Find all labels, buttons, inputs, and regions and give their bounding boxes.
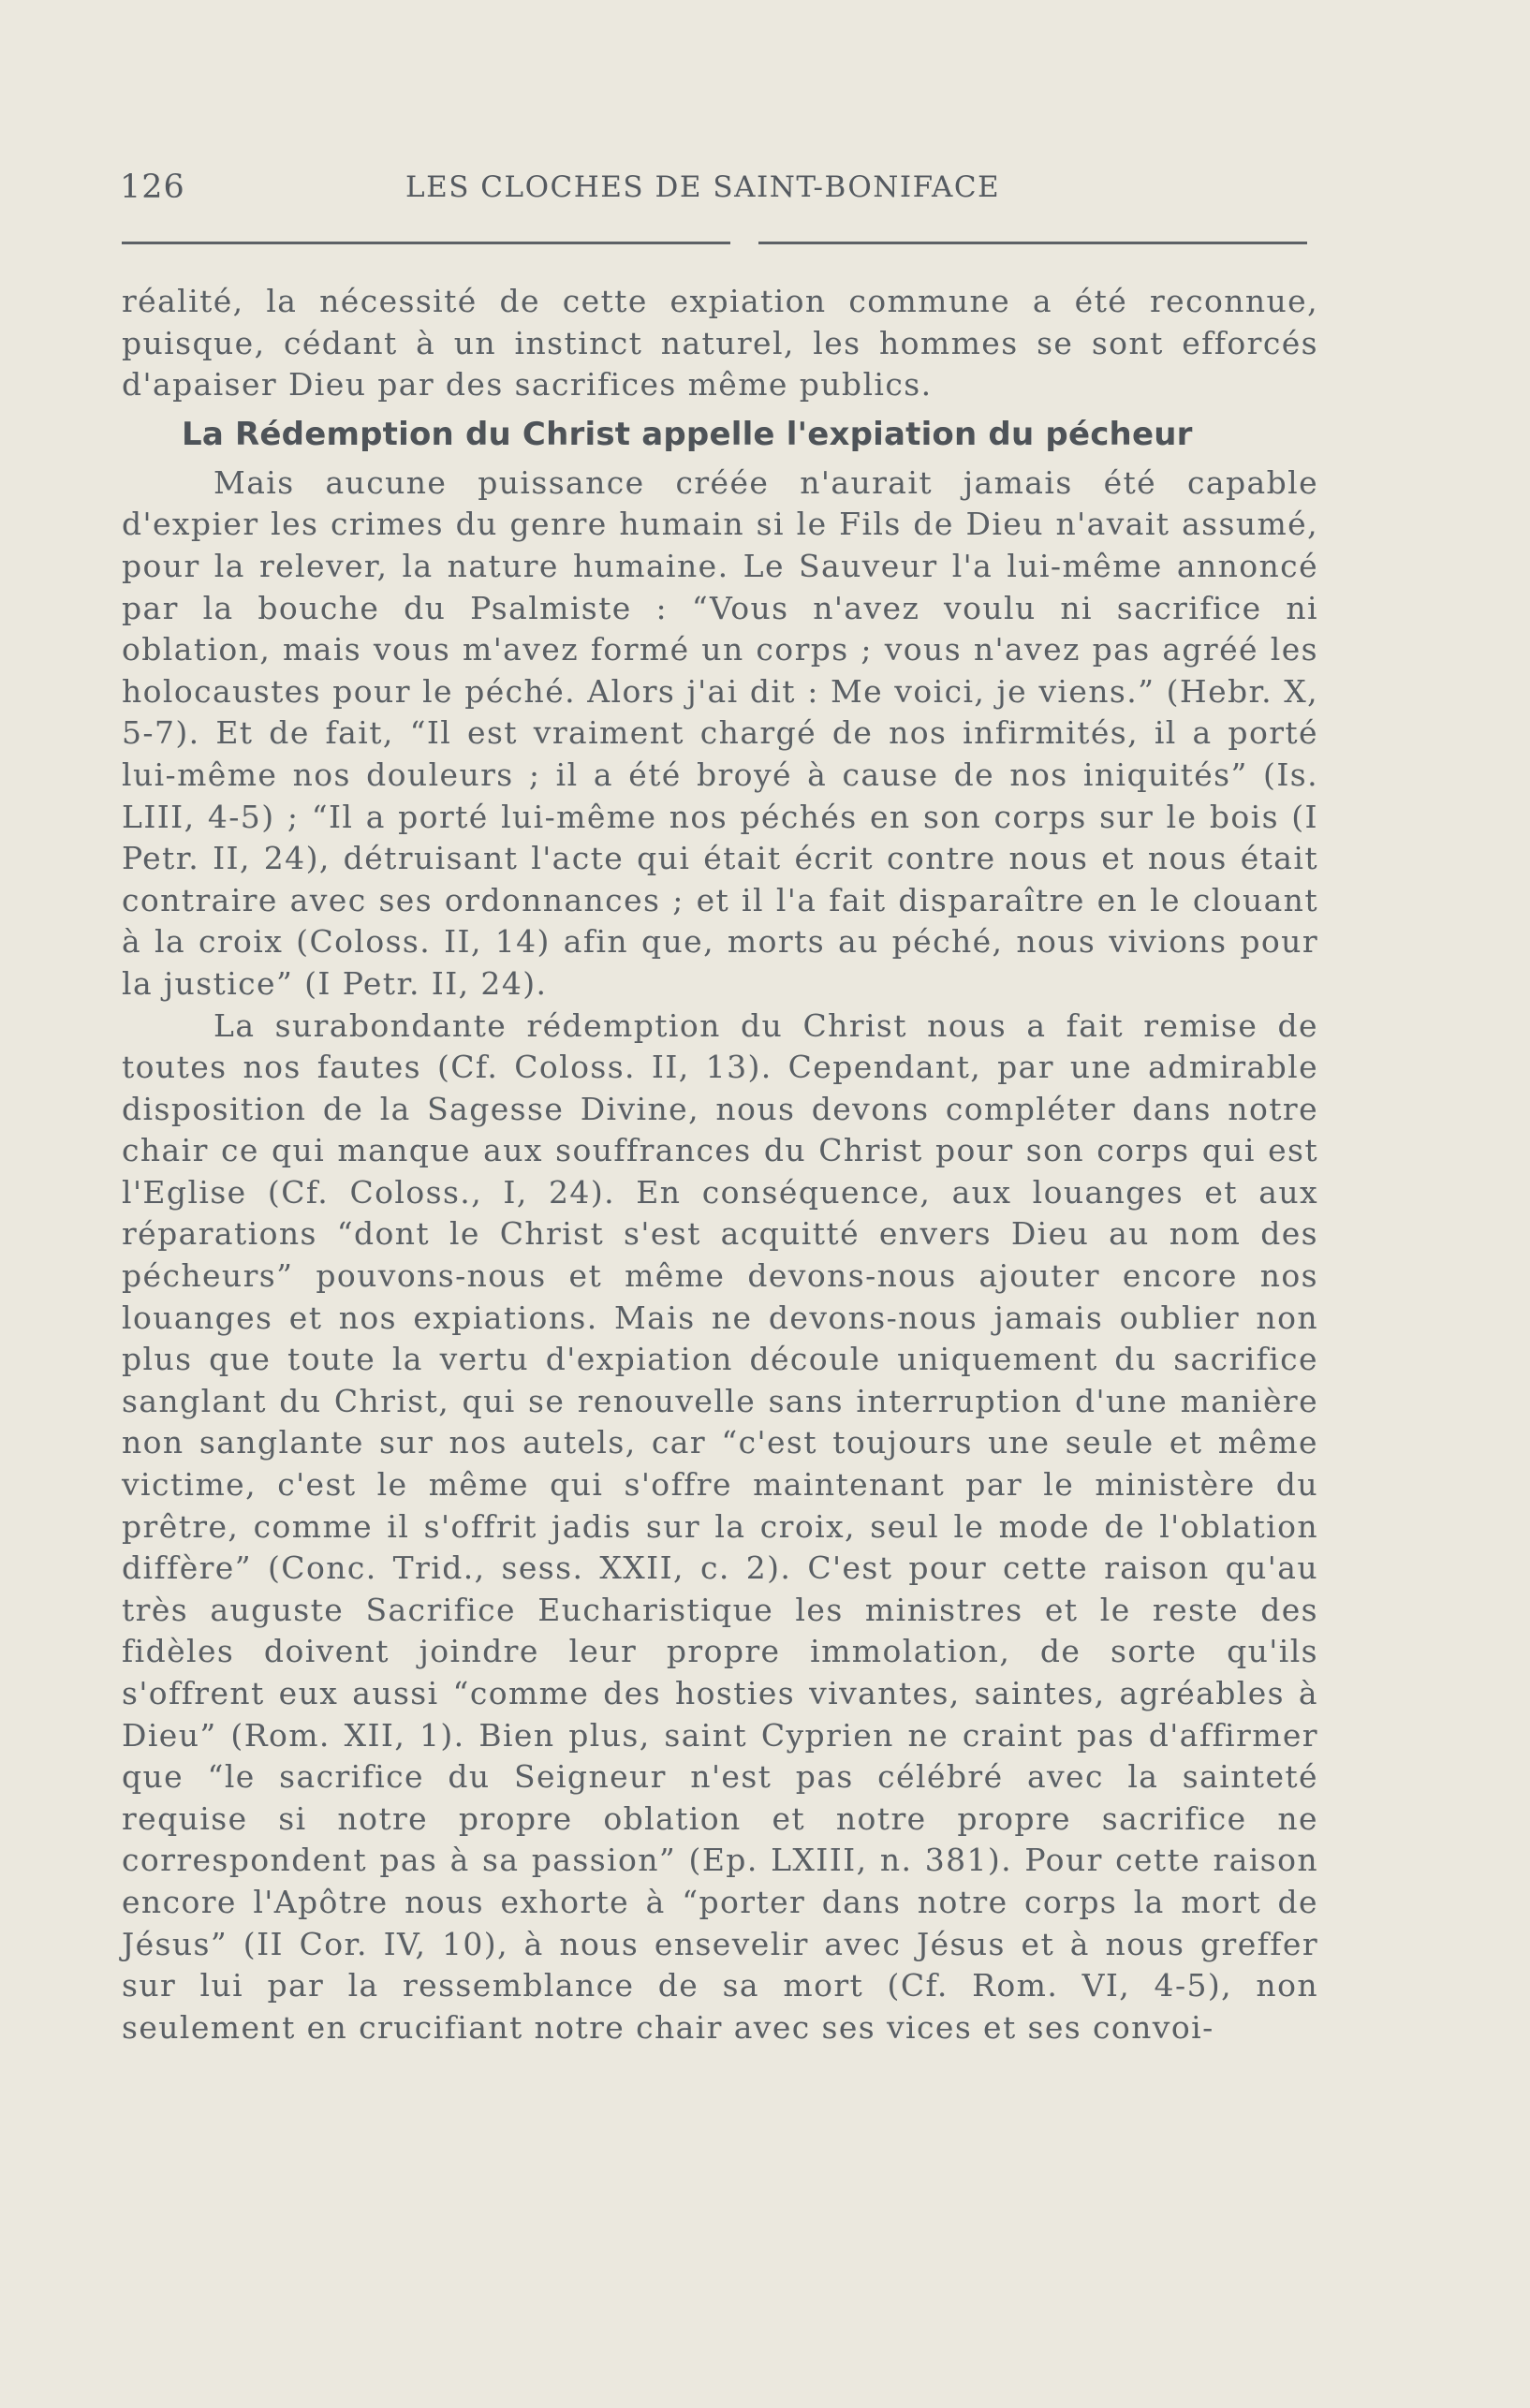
- header-rule-right: [758, 242, 1307, 244]
- paragraph-redemption: Mais aucune puissance créée n'aurait jamais été capable d'expier les crimes du genre humain si le Fils de Dieu n'avait assumé, pour la relever, la nature humaine. Le Sauveur l'a lui-même annoncé par la bouche du Psalmiste : “Vous n'avez voulu ni sacrifice ni oblation, mais vous m'avez formé un corps ; vous n'avez pas agréé les holocaustes pour le péché. Alors j'ai dit : Me voici, je viens.” (Hebr. X, 5-7). Et de fait, “Il est vraiment chargé de nos infirmités, il a porté lui-même nos douleurs ; il a été broyé à cause de nos iniquités” (Is. LIII, 4-5) ; “Il a porté lui-même nos péchés en son corps sur le bois (I Petr. II, 24), détruisant l'acte qui était écrit contre nous et nous était contraire avec ses ordonnances ; et il l'a fait disparaître en le clouant à la croix (Coloss. II, 14) afin que, morts au péché, nous vivions pour la justice” (I Petr. II, 24).: [122, 463, 1318, 1002]
- header-rule-left: [122, 242, 730, 244]
- body-text: [122, 281, 1318, 2048]
- opening-paragraph: réalité, la nécessité de cette expiation commune a été reconnue, puisque, cédant à un instinct naturel, les hommes se sont efforcés d'apaiser Dieu par des sacrifices même publics.: [122, 283, 1318, 404]
- section-heading: La Rédemption du Christ appelle l'expiation du pécheur: [182, 415, 1193, 453]
- page-header: [120, 165, 1309, 212]
- paragraph-expiation: La surabondante rédemption du Christ nous a fait remise de toutes nos fautes (Cf. Coloss. II, 13). Cependant, par une admirable disposition de la Sagesse Divine, nous devons compléter dans notre chair ce qui manque aux souffrances du Christ pour son corps qui est l'Eglise (Cf. Coloss., I, 24). En conséquence, aux louanges et aux réparations “dont le Christ s'est acquitté envers Dieu au nom des pécheurs” pouvons-nous et même devons-nous ajouter encore nos louanges et nos expiations. Mais ne devons-nous jamais oublier non plus que toute la vertu d'expiation découle uniquement du sacrifice sanglant du Christ, qui se renouvelle sans interruption d'une manière non sanglante sur nos autels, car “c'est toujours une seule et même victime, c'est le même qui s'offre maintenant par le ministère du prêtre, comme il s'offrit jadis sur la croix, seul le mode de l'oblation diffère” (Conc. Trid., sess. XXII, c. 2). C'est pour cette raison qu'au très auguste Sacrifice Eucharistique les ministres et le reste des fidèles doivent joindre leur propre immolation, de sorte qu'ils s'offrent eux aussi “comme des hosties vivantes, saintes, agréables à Dieu” (Rom. XII, 1). Bien plus, saint Cyprien ne craint pas d'affirmer que “le sacrifice du Seigneur n'est pas célébré avec la sainteté requise si notre propre oblation et notre propre sacrifice ne correspondent pas à sa passion” (Ep. LXIII, n. 381). Pour cette raison encore l'Apôtre nous exhorte à “porter dans notre corps la mort de Jésus” (II Cor. IV, 10), à nous ensevelir avec Jésus et à nous greffer sur lui par la ressemblance de sa mort (Cf. Rom. VI, 4-5), non seulement en crucifiant notre chair avec ses vices et ses convoi-: [122, 1006, 1318, 2046]
- page-number: 126: [120, 169, 185, 206]
- running-title: LES CLOCHES DE SAINT-BONIFACE: [405, 170, 1001, 204]
